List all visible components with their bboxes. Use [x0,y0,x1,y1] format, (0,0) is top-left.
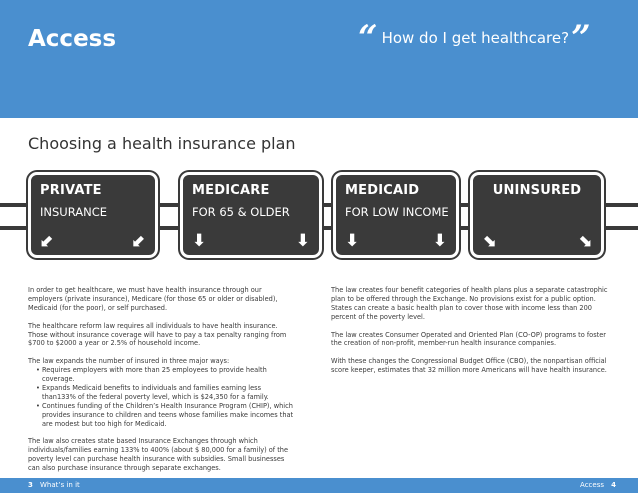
footer-section-right: Access [580,481,604,489]
paragraph: In order to get healthcare, we must have health insurance through our employers (private insurance), Medicare (for those 65 or older or disabled), Medicaid (for the poor), or self purchased. [28,286,278,312]
sign-subtitle: FOR 65 & OLDER [192,205,290,219]
sign-uninsured [470,172,604,258]
sign-subtitle: FOR LOW INCOME [345,205,449,219]
arrow-down-icon: ⬇ [345,231,360,251]
arrow-down-icon: ⬇ [295,231,310,251]
paragraph: The healthcare reform law requires all individuals to have health insurance. Those without insurance coverage will have to pay a tax penalty ranging from $700 to $2000 a year or 2.5% of household income. [28,321,287,348]
sign-subtitle: INSURANCE [40,205,108,219]
question-text: How do I get healthcare? [381,29,570,47]
footer-bar [0,478,638,493]
body-column-right [331,286,611,384]
header-banner [0,0,638,118]
paragraph: The law creates four benefit categories of health plans plus a separate catastrophic plan to be offered through the Exchange. No provisions exist for a public option. States can create a basic health plan to cover those with income less than 200 percent of the poverty level. [331,286,608,321]
arrow-down-left-icon: ⬋ [131,231,146,251]
header-question [358,18,591,58]
page-title: Access [28,26,117,52]
sign-title: PRIVATE [40,183,102,198]
arrow-down-left-icon: ⬋ [40,231,55,251]
paragraph: The law also creates state based Insurance Exchanges through which individuals/families earning 133% to 400% (about $ 80,000 for a family) of the poverty level can purchase health insurance with subsidies. Small businesses can also purchase insurance through separate exchanges. [28,437,289,473]
list-item: • Requires employers with more than 25 employees to provide health coverage. [36,366,267,384]
bullet-list [28,366,294,428]
page-number-left: 3 [28,481,33,489]
open-quote-mark: “ [358,18,378,58]
bullet-dot: • [36,383,40,392]
sign-medicare [180,172,322,258]
close-quote-mark: ” [571,18,591,58]
list-item: • Continues funding of the Children’s Health Insurance Program (CHIP), which provides insurance to children and teens whose families make incomes that are modest but too high for Medicaid. [36,401,294,428]
paragraph: The law expands the number of insured in three major ways: [28,357,230,366]
body-column-left [28,286,294,482]
sign-title: MEDICAID [345,183,420,198]
sign-medicaid [333,172,459,258]
bullet-dot: • [36,366,40,375]
footer-section-left: What’s in it [40,481,80,489]
section-title: Choosing a health insurance plan [28,134,296,153]
sign-title: MEDICARE [192,183,270,198]
bullet-dot: • [36,401,40,410]
page-number-right: 4 [611,481,616,489]
sign-private-insurance [28,172,158,258]
paragraph: The law creates Consumer Operated and Oriented Plan (CO-OP) programs to foster the creation of non-profit, member-run health insurance companies. [331,330,607,348]
sign-title: UNINSURED [492,183,582,198]
arrow-down-icon: ⬇ [432,231,447,251]
arrow-down-right-icon: ⬊ [482,231,497,251]
list-item: • Expands Medicaid benefits to individuals and families earning less than133% of the federal poverty level, which is $24,350 for a family. [36,383,269,401]
paragraph: With these changes the Congressional Budget Office (CBO), the nonpartisan official score keeper, estimates that 32 million more Americans will have health insurance. [331,357,607,375]
arrow-down-icon: ⬇ [192,231,207,251]
arrow-down-right-icon: ⬊ [577,231,592,251]
